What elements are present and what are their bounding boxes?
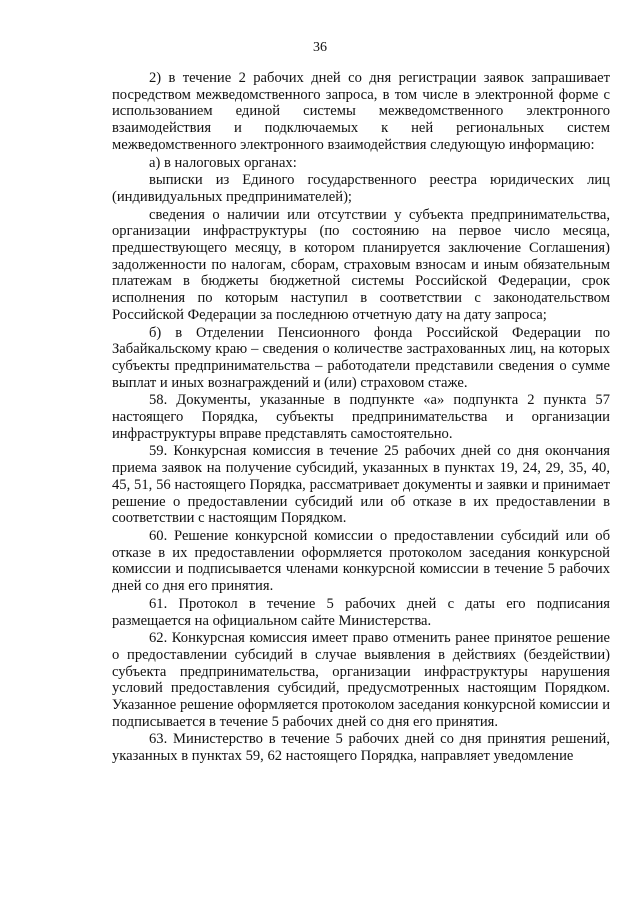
paragraph-59: 59. Конкурсная комиссия в течение 25 рабочих дней со дня окончания приема заявок на получение субсидий, указанных в пунктах 19, 24, 29, 35, 40, 45, 51, 56 настоящего Порядка, рассматривает документы и заявки и принимает решение о предоставлении субсидий или об отказе в их предоставлении в соответствии с настоящим Порядком.	[112, 443, 610, 527]
paragraph-61: 61. Протокол в течение 5 рабочих дней с даты его подписания размещается на официальном сайте Министерства.	[112, 595, 610, 629]
document-body	[112, 70, 610, 766]
page-number: 36	[313, 40, 327, 55]
paragraph-58: 58. Документы, указанные в подпункте «а» подпункта 2 пункта 57 настоящего Порядка, субъекты предпринимательства и организации инфраструктуры вправе представлять самостоятельно.	[112, 392, 610, 442]
paragraph-tax-authorities: а) в налоговых органах:	[149, 154, 297, 171]
paragraph-63: 63. Министерство в течение 5 рабочих дней со дня принятия решений, указанных в пунктах 59, 62 настоящего Порядка, направляет уведомление	[112, 731, 610, 765]
paragraph-register-extracts: выписки из Единого государственного реестра юридических лиц (индивидуальных предпринимателей);	[112, 172, 610, 205]
paragraph-57-2: 2) в течение 2 рабочих дней со дня регистрации заявок запрашивает посредством межведомственного запроса, в том числе в электронной форме с использованием единой системы межведомственного электронного взаимодействия и подключаемых к ней региональных систем межведомственного электронного взаимодействия следующую информацию:	[112, 70, 610, 153]
paragraph-pension-fund: б) в Отделении Пенсионного фонда Российской Федерации по Забайкальскому краю – сведения о количестве застрахованных лиц, на которых субъекты предпринимательства – работодатели представили сведения о сумме выплат и иных вознаграждений и (или) страховом стаже.	[112, 324, 610, 391]
paragraph-62: 62. Конкурсная комиссия имеет право отменить ранее принятое решение о предоставлении субсидий в случае выявления в действиях (бездействии) субъекта предпринимательства, организации инфраструктуры нарушения условий предоставления субсидий, предусмотренных настоящим Порядком. Указанное решение оформляется протоколом заседания конкурсной комиссии и подписывается в течение 5 рабочих дней со дня его принятия.	[112, 630, 610, 730]
paragraph-debt-info: сведения о наличии или отсутствии у субъекта предпринимательства, организации инфраструктуры (по состоянию на первое число месяца, предшествующего месяцу, в котором планируется заключение Соглашения) задолженности по налогам, сборам, страховым взносам и иным обязательным платежам в бюджеты бюджетной системы Российской Федерации, срок исполнения по которым наступил в соответствии с законодательством Российской Федерации за последнюю отчетную дату на дату запроса;	[112, 206, 610, 323]
paragraph-60: 60. Решение конкурсной комиссии о предоставлении субсидий или об отказе в их предоставлении оформляется протоколом заседания конкурсной комиссии и подписывается членами конкурсной комиссии в течение 5 рабочих дней со дня его принятия.	[112, 527, 610, 595]
